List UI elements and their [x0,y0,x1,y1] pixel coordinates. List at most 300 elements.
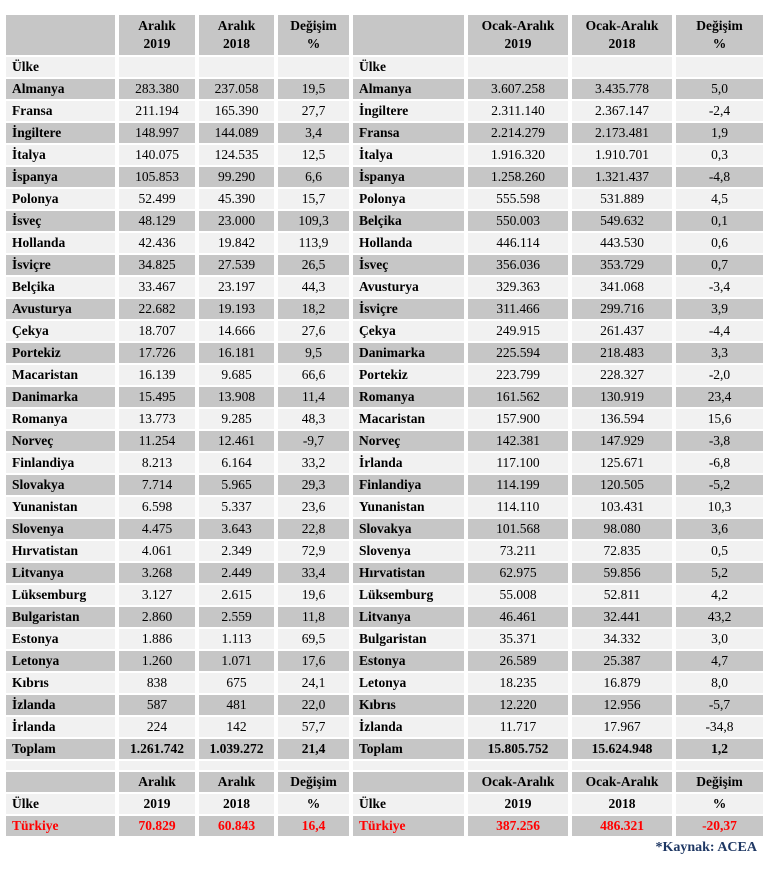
table-row [6,585,763,605]
left-total-change: 21,4 [278,739,349,759]
country-cell: Estonya [6,629,115,649]
value-cell: 19.193 [199,299,274,319]
change-cell: 9,5 [278,343,349,363]
country-cell: Norveç [353,431,464,451]
country-cell: Almanya [353,79,464,99]
change-cell: 33,2 [278,453,349,473]
change-cell: -3,8 [676,431,763,451]
value-cell: 249.915 [468,321,568,341]
value-cell: 261.437 [572,321,672,341]
change-cell: 1,9 [676,123,763,143]
country-cell: Norveç [6,431,115,451]
value-cell: 62.975 [468,563,568,583]
change-cell: 4,5 [676,189,763,209]
change-cell: 22,0 [278,695,349,715]
value-cell: 18.707 [119,321,195,341]
left-total-label: Toplam [6,739,115,759]
table-row [6,497,763,517]
country-cell: İtalya [353,145,464,165]
value-cell: 161.562 [468,387,568,407]
value-cell: 18.235 [468,673,568,693]
empty-cell [353,772,464,792]
left-2018-header [199,15,274,55]
change-cell: 0,7 [676,255,763,275]
header-line: Aralık [217,18,256,34]
value-cell: 1.321.437 [572,167,672,187]
country-cell: Slovakya [6,475,115,495]
change-cell: 33,4 [278,563,349,583]
change-cell: 23,6 [278,497,349,517]
value-cell: 48.129 [119,211,195,231]
country-cell: Avusturya [353,277,464,297]
value-cell: 117.100 [468,453,568,473]
country-cell: Lüksemburg [6,585,115,605]
value-cell: 8.213 [119,453,195,473]
value-cell: 25.387 [572,651,672,671]
table-row [6,563,763,583]
change-cell: 4,2 [676,585,763,605]
header-line: % [712,36,727,51]
value-cell: 105.853 [119,167,195,187]
country-cell: Romanya [353,387,464,407]
change-cell: -6,8 [676,453,763,473]
table-row [6,277,763,297]
spacer-cell [199,761,274,770]
summary-right-period-2018: Ocak-Aralık [572,772,672,792]
change-cell: 11,8 [278,607,349,627]
change-cell: 24,1 [278,673,349,693]
table-row [6,211,763,231]
value-cell: 34.332 [572,629,672,649]
value-cell: 9.285 [199,409,274,429]
country-label-section [6,57,763,77]
country-cell: Letonya [353,673,464,693]
country-cell: İzlanda [353,717,464,737]
empty-cell [572,57,672,77]
right-change-header [676,15,763,55]
value-cell: 329.363 [468,277,568,297]
value-cell: 142.381 [468,431,568,451]
summary-left-percent-label: % [278,794,349,814]
value-cell: 2.349 [199,541,274,561]
change-cell: 5,0 [676,79,763,99]
summary-left-year-2018: 2018 [199,794,274,814]
value-cell: 675 [199,673,274,693]
table-row [6,321,763,341]
turkey-right-label: Türkiye [353,816,464,836]
value-cell: 4.061 [119,541,195,561]
empty-cell [119,57,195,77]
right-country-label: Ülke [353,57,464,77]
change-cell: 3,4 [278,123,349,143]
change-cell: 3,9 [676,299,763,319]
value-cell: 120.505 [572,475,672,495]
country-cell: Hırvatistan [353,563,464,583]
value-cell: 125.671 [572,453,672,473]
country-cell: İsviçre [353,299,464,319]
summary-period-row [6,772,763,792]
country-cell: İtalya [6,145,115,165]
value-cell: 6.164 [199,453,274,473]
value-cell: 1.113 [199,629,274,649]
summary-left-period-2018: Aralık [199,772,274,792]
empty-cell [468,57,568,77]
period-header-row [6,15,763,55]
change-cell: 113,9 [278,233,349,253]
value-cell: 13.773 [119,409,195,429]
value-cell: 228.327 [572,365,672,385]
table-row [6,189,763,209]
value-cell: 356.036 [468,255,568,275]
change-cell: 19,5 [278,79,349,99]
change-cell: 69,5 [278,629,349,649]
value-cell: 1.258.260 [468,167,568,187]
header-line: Ocak-Aralık [481,18,555,34]
header-line: % [306,36,321,51]
table-row [6,79,763,99]
change-cell: 109,3 [278,211,349,231]
value-cell: 2.173.481 [572,123,672,143]
value-cell: 211.194 [119,101,195,121]
change-cell: 15,6 [676,409,763,429]
change-cell: 0,6 [676,233,763,253]
country-cell: Slovenya [6,519,115,539]
value-cell: 1.910.701 [572,145,672,165]
change-cell: -4,4 [676,321,763,341]
country-cell: İsveç [353,255,464,275]
value-cell: 1.916.320 [468,145,568,165]
country-cell: İrlanda [353,453,464,473]
spacer-cell [468,761,568,770]
change-cell: 27,7 [278,101,349,121]
change-cell: 17,6 [278,651,349,671]
turkey-summary-section [6,761,763,836]
change-cell: 8,0 [676,673,763,693]
value-cell: 550.003 [468,211,568,231]
table-row [6,123,763,143]
left-2019-header [119,15,195,55]
summary-left-change-label: Değişim [278,772,349,792]
change-cell: 26,5 [278,255,349,275]
value-cell: 3.127 [119,585,195,605]
spacer-cell [278,761,349,770]
summary-left-year-2019: 2019 [119,794,195,814]
change-cell: 18,2 [278,299,349,319]
turkey-right-change: -20,37 [676,816,763,836]
value-cell: 3.643 [199,519,274,539]
right-2018-header [572,15,672,55]
change-cell: 10,3 [676,497,763,517]
value-cell: 99.290 [199,167,274,187]
header-line: Değişim [696,18,743,34]
value-cell: 103.431 [572,497,672,517]
country-cell: Çekya [6,321,115,341]
change-cell: 23,4 [676,387,763,407]
country-cell: İsveç [6,211,115,231]
country-cell: Letonya [6,651,115,671]
change-cell: 43,2 [676,607,763,627]
value-cell: 531.889 [572,189,672,209]
change-cell: 11,4 [278,387,349,407]
change-cell: -2,0 [676,365,763,385]
country-cell: Danimarka [353,343,464,363]
data-rows-section [6,79,763,737]
value-cell: 14.666 [199,321,274,341]
empty-cell [278,57,349,77]
value-cell: 549.632 [572,211,672,231]
value-cell: 12.956 [572,695,672,715]
table-row [6,343,763,363]
empty-cell [676,57,763,77]
table-row [6,431,763,451]
spacer-cell [676,761,763,770]
value-cell: 1.260 [119,651,195,671]
change-cell: 4,7 [676,651,763,671]
value-cell: 26.589 [468,651,568,671]
value-cell: 481 [199,695,274,715]
table-row [6,167,763,187]
value-cell: 555.598 [468,189,568,209]
value-cell: 341.068 [572,277,672,297]
header-line: 2018 [223,36,250,51]
summary-right-period-2019: Ocak-Aralık [468,772,568,792]
change-cell: -5,7 [676,695,763,715]
empty-cell [6,772,115,792]
summary-right-percent-label: % [676,794,763,814]
summary-right-year-2018: 2018 [572,794,672,814]
country-cell: Hollanda [353,233,464,253]
summary-right-change-label: Değişim [676,772,763,792]
country-cell: Fransa [6,101,115,121]
table-row [6,299,763,319]
value-cell: 34.825 [119,255,195,275]
value-cell: 2.367.147 [572,101,672,121]
value-cell: 165.390 [199,101,274,121]
value-cell: 218.483 [572,343,672,363]
change-cell: 0,3 [676,145,763,165]
table-row [6,651,763,671]
value-cell: 157.900 [468,409,568,429]
value-cell: 101.568 [468,519,568,539]
change-cell: 29,3 [278,475,349,495]
country-cell: İspanya [6,167,115,187]
value-cell: 33.467 [119,277,195,297]
change-cell: -4,8 [676,167,763,187]
table-header [6,15,763,55]
value-cell: 16.181 [199,343,274,363]
change-cell: 66,6 [278,365,349,385]
source-note: *Kaynak: ACEA [655,840,757,855]
turkey-right-2018: 486.321 [572,816,672,836]
spacer-cell [572,761,672,770]
value-cell: 12.220 [468,695,568,715]
spacer-row [6,761,763,770]
country-cell: Slovenya [353,541,464,561]
table-row [6,607,763,627]
header-line: Ocak-Aralık [585,18,659,34]
country-cell: Belçika [353,211,464,231]
country-label-row [6,57,763,77]
right-total-2019: 15.805.752 [468,739,568,759]
right-total-change: 1,2 [676,739,763,759]
value-cell: 55.008 [468,585,568,605]
country-cell: Yunanistan [6,497,115,517]
left-change-header [278,15,349,55]
value-cell: 2.860 [119,607,195,627]
table-row [6,717,763,737]
table-row [6,233,763,253]
country-cell: Lüksemburg [353,585,464,605]
header-line: 2019 [504,36,532,51]
change-cell: 3,6 [676,519,763,539]
country-cell: Estonya [353,651,464,671]
value-cell: 142 [199,717,274,737]
value-cell: 136.594 [572,409,672,429]
value-cell: 353.729 [572,255,672,275]
turkey-left-label: Türkiye [6,816,115,836]
value-cell: 72.835 [572,541,672,561]
left-total-2018: 1.039.272 [199,739,274,759]
value-cell: 2.449 [199,563,274,583]
change-cell: -9,7 [278,431,349,451]
value-cell: 59.856 [572,563,672,583]
table-row [6,519,763,539]
country-cell: Romanya [6,409,115,429]
summary-year-row [6,794,763,814]
value-cell: 6.598 [119,497,195,517]
value-cell: 3.268 [119,563,195,583]
table-row [6,409,763,429]
country-cell: Finlandiya [6,453,115,473]
country-cell: Portekiz [6,343,115,363]
country-cell: Avusturya [6,299,115,319]
value-cell: 2.311.140 [468,101,568,121]
value-cell: 45.390 [199,189,274,209]
value-cell: 283.380 [119,79,195,99]
turkey-right-2019: 387.256 [468,816,568,836]
country-cell: Polonya [353,189,464,209]
country-cell: Macaristan [353,409,464,429]
left-country-header-cell [6,15,115,55]
value-cell: 838 [119,673,195,693]
table-row [6,387,763,407]
value-cell: 2.214.279 [468,123,568,143]
change-cell: 0,1 [676,211,763,231]
country-cell: Fransa [353,123,464,143]
value-cell: 9.685 [199,365,274,385]
change-cell: -3,4 [676,277,763,297]
total-row [6,739,763,759]
value-cell: 114.199 [468,475,568,495]
country-cell: Kıbrıs [353,695,464,715]
country-cell: Belçika [6,277,115,297]
country-cell: Macaristan [6,365,115,385]
value-cell: 446.114 [468,233,568,253]
change-cell: 5,2 [676,563,763,583]
country-cell: İzlanda [6,695,115,715]
value-cell: 52.499 [119,189,195,209]
value-cell: 5.965 [199,475,274,495]
table-row [6,255,763,275]
left-country-label: Ülke [6,57,115,77]
value-cell: 17.726 [119,343,195,363]
value-cell: 1.886 [119,629,195,649]
country-cell: Finlandiya [353,475,464,495]
value-cell: 225.594 [468,343,568,363]
country-cell: Bulgaristan [353,629,464,649]
country-cell: Çekya [353,321,464,341]
change-cell: 44,3 [278,277,349,297]
turkey-left-2018: 60.843 [199,816,274,836]
value-cell: 147.929 [572,431,672,451]
value-cell: 52.811 [572,585,672,605]
value-cell: 12.461 [199,431,274,451]
country-cell: Hollanda [6,233,115,253]
country-cell: İsviçre [6,255,115,275]
value-cell: 27.539 [199,255,274,275]
empty-cell [199,57,274,77]
value-cell: 1.071 [199,651,274,671]
value-cell: 11.254 [119,431,195,451]
change-cell: 27,6 [278,321,349,341]
value-cell: 13.908 [199,387,274,407]
value-cell: 23.000 [199,211,274,231]
change-cell: 48,3 [278,409,349,429]
table-row [6,673,763,693]
summary-left-period-2019: Aralık [119,772,195,792]
country-cell: İrlanda [6,717,115,737]
value-cell: 3.435.778 [572,79,672,99]
change-cell: 3,3 [676,343,763,363]
header-line: 2018 [608,36,636,51]
table-row [6,365,763,385]
change-cell: 72,9 [278,541,349,561]
summary-right-year-2019: 2019 [468,794,568,814]
table-row [6,695,763,715]
country-cell: Litvanya [353,607,464,627]
value-cell: 98.080 [572,519,672,539]
change-cell: 57,7 [278,717,349,737]
turkey-row [6,816,763,836]
table-row [6,475,763,495]
right-2019-header [468,15,568,55]
value-cell: 7.714 [119,475,195,495]
table-row [6,101,763,121]
change-cell: 15,7 [278,189,349,209]
right-total-2018: 15.624.948 [572,739,672,759]
country-cell: İngiltere [6,123,115,143]
country-cell: İspanya [353,167,464,187]
change-cell: 6,6 [278,167,349,187]
header-line: 2019 [143,36,171,51]
value-cell: 144.089 [199,123,274,143]
spacer-cell [6,761,115,770]
value-cell: 11.717 [468,717,568,737]
change-cell: 19,6 [278,585,349,605]
value-cell: 15.495 [119,387,195,407]
value-cell: 23.197 [199,277,274,297]
country-cell: Slovakya [353,519,464,539]
value-cell: 237.058 [199,79,274,99]
country-cell: Litvanya [6,563,115,583]
change-cell: -2,4 [676,101,763,121]
country-cell: Kıbrıs [6,673,115,693]
summary-right-country-label: Ülke [353,794,464,814]
value-cell: 311.466 [468,299,568,319]
spacer-cell [353,761,464,770]
country-cell: İngiltere [353,101,464,121]
value-cell: 73.211 [468,541,568,561]
